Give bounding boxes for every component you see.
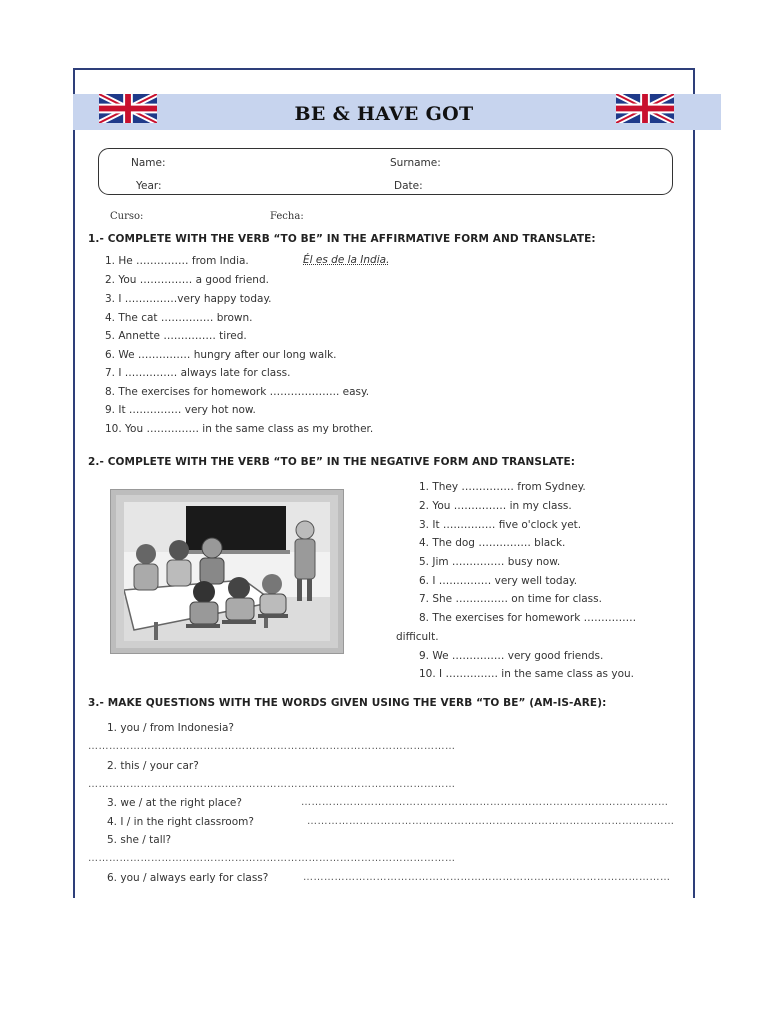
question-item: 3. we / at the right place? <box>107 797 242 809</box>
list-item: 8. The exercises for homework ……………….. easy. <box>105 386 370 398</box>
curso-label: Curso: <box>110 211 144 222</box>
list-item: 7. I …………… always late for class. <box>105 367 291 379</box>
list-item: 4. The cat …………… brown. <box>105 312 253 324</box>
list-item: 5. Annette …………… tired. <box>105 330 247 342</box>
list-item: 3. I ……………very happy today. <box>105 293 272 305</box>
section3-heading: 3.- MAKE QUESTIONS WITH THE WORDS GIVEN USING THE VERB “TO BE” (AM-IS-ARE): <box>88 697 607 709</box>
list-item: 9. We …………… very good friends. <box>419 650 604 662</box>
list-item: 3. It …………… five o'clock yet. <box>419 519 582 531</box>
list-item: 2. You …………… in my class. <box>419 500 572 512</box>
answer-line: …………………………………………………………………………………………… <box>303 872 671 883</box>
list-item: 10. I …………… in the same class as you. <box>419 668 634 680</box>
classroom-illustration <box>110 489 344 654</box>
list-item: 5. Jim …………… busy now. <box>419 556 561 568</box>
answer-line: …………………………………………………………………………………………… <box>88 853 456 864</box>
question-item: 4. I / in the right classroom? <box>107 816 254 828</box>
list-item: 10. You …………… in the same class as my brother. <box>105 423 374 435</box>
student-info-box <box>98 148 673 195</box>
section1-heading: 1.- COMPLETE WITH THE VERB “TO BE” IN THE AFFIRMATIVE FORM AND TRANSLATE: <box>88 233 596 245</box>
year-label: Year: <box>136 180 162 192</box>
question-item: 6. you / always early for class? <box>107 872 269 884</box>
list-item: 1. They …………… from Sydney. <box>419 481 586 493</box>
answer-line: …………………………………………………………………………………………… <box>88 779 456 790</box>
section2-heading: 2.- COMPLETE WITH THE VERB “TO BE” IN THE NEGATIVE FORM AND TRANSLATE: <box>88 456 576 468</box>
list-item: 1. He …………… from India. <box>105 255 249 267</box>
list-item: 2. You …………… a good friend. <box>105 274 269 286</box>
date-label: Date: <box>394 180 423 192</box>
list-item: 9. It …………… very hot now. <box>105 404 256 416</box>
answer-line: …………………………………………………………………………………………… <box>307 816 675 827</box>
page-title: BE & HAVE GOT <box>294 103 474 125</box>
fecha-label: Fecha: <box>270 211 304 222</box>
list-item: 6. We …………… hungry after our long walk. <box>105 349 337 361</box>
question-item: 5. she / tall? <box>107 834 172 846</box>
example-translation: Él es de la India. <box>303 254 390 266</box>
list-item-continuation: difficult. <box>396 631 439 643</box>
list-item: 7. She …………… on time for class. <box>419 593 602 605</box>
question-item: 1. you / from Indonesia? <box>107 722 234 734</box>
question-item: 2. this / your car? <box>107 760 199 772</box>
surname-label: Surname: <box>390 157 441 169</box>
answer-line: …………………………………………………………………………………………… <box>88 741 456 752</box>
list-item: 8. The exercises for homework …………… <box>419 612 637 624</box>
answer-line: …………………………………………………………………………………………… <box>301 797 669 808</box>
name-label: Name: <box>131 157 166 169</box>
list-item: 4. The dog …………… black. <box>419 537 566 549</box>
list-item: 6. I …………… very well today. <box>419 575 578 587</box>
